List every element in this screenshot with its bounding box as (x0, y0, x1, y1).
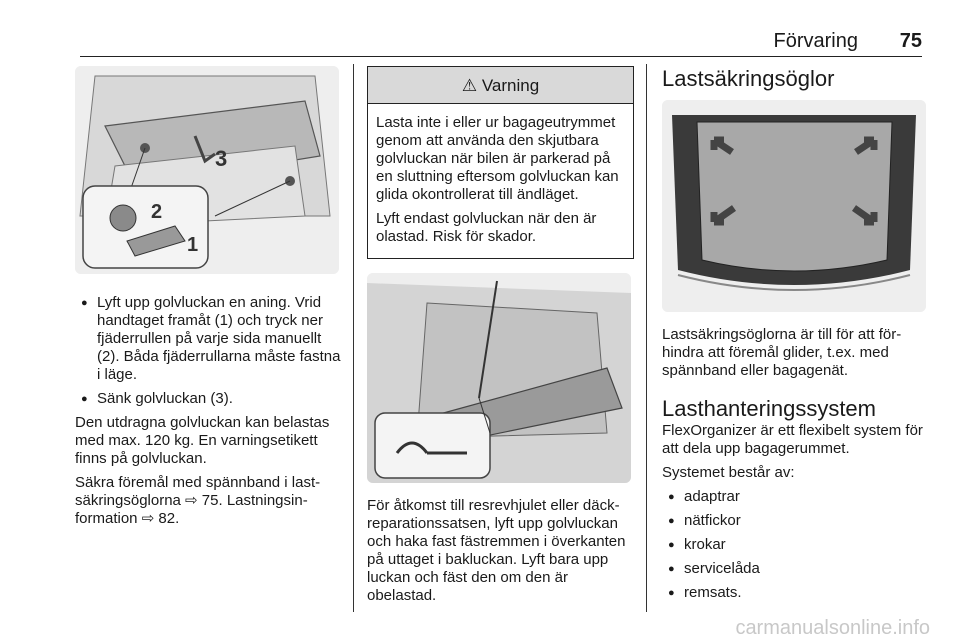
column-1 (75, 66, 345, 534)
list-item: ● krokar (662, 536, 932, 554)
list-item: ● adaptrar (662, 488, 932, 506)
list-item: ● Lyft upp golvluckan en aning. Vrid handtaget framåt (1) och tryck ner fjäderrullen på varje sida manuellt (2). Båda fjäderrullarna måste fastna i läge. (75, 294, 345, 384)
column-2 (367, 66, 634, 611)
warning-paragraph: Lyft endast golvluckan när den är olastad. Risk för skador. (376, 210, 597, 245)
figure-label-1: 1 (187, 234, 199, 256)
section-title: Förvaring (773, 30, 858, 52)
paragraph: FlexOrganizer är ett flexibelt system för att dela upp bagagerummet. (662, 422, 923, 457)
cargo-eyelets-drawing (662, 100, 926, 312)
list-item: ● servicelåda (662, 560, 932, 578)
paragraph: Säkra föremål med spännband i lastsäkringsöglorna ⇨ 75. Lastningsinformation ⇨ 82. (75, 474, 321, 527)
column-divider (646, 64, 647, 612)
floor-panel-illustration (75, 66, 339, 274)
column-divider (353, 64, 354, 612)
warning-triangle-icon: ⚠ (461, 76, 478, 95)
paragraph: Den utdragna golvluckan kan belastas med max. 120 kg. En varningsetikett finns på golvluckan. (75, 414, 330, 467)
instruction-list (75, 294, 345, 408)
watermark: carmanualsonline.info (735, 617, 930, 639)
list-item: ● nätfickor (662, 512, 932, 530)
warning-box (367, 66, 634, 259)
heading-lastsakringsoglor: Lastsäkringsöglor (662, 66, 835, 91)
system-components-list (662, 488, 932, 602)
cargo-eyelets-illustration (662, 100, 926, 312)
list-item: ● remsats. (662, 584, 932, 602)
page-number: 75 (899, 30, 922, 52)
warning-title: Varning (481, 76, 540, 95)
warning-body (368, 104, 633, 258)
floor-panel-drawing (75, 66, 339, 274)
floor-strap-drawing (367, 273, 631, 483)
floor-strap-illustration (367, 273, 631, 483)
warning-paragraph: Lasta inte i eller ur bagageutrymmet genom att använda den skjutbara golvluckan när bilen är parkerad på en sluttning eftersom golvluckan kan glida okontrollerat till ändläget. (376, 114, 619, 203)
paragraph: För åtkomst till resrevhjulet eller däckreparationssatsen, lyft upp golvluckan och haka fast fästremmen i överkanten på uttaget i bakluckan. Lyft bara upp luckan och fäst den om den är obelastad. (367, 497, 626, 604)
page-header (80, 30, 922, 52)
figure-label-3: 3 (215, 146, 228, 171)
warning-header (368, 67, 633, 104)
heading-lasthanteringssystem: Lasthanteringssystem (662, 396, 876, 421)
paragraph: Lastsäkringsöglorna är till för att förhindra att föremål glider, t.ex. med spännband eller bagagenät. (662, 326, 902, 379)
list-item: ● Sänk golvluckan (3). (75, 390, 345, 408)
paragraph: Systemet består av: (662, 464, 795, 481)
header-rule (80, 56, 922, 57)
figure-label-2: 2 (151, 201, 163, 223)
column-3 (662, 66, 932, 608)
